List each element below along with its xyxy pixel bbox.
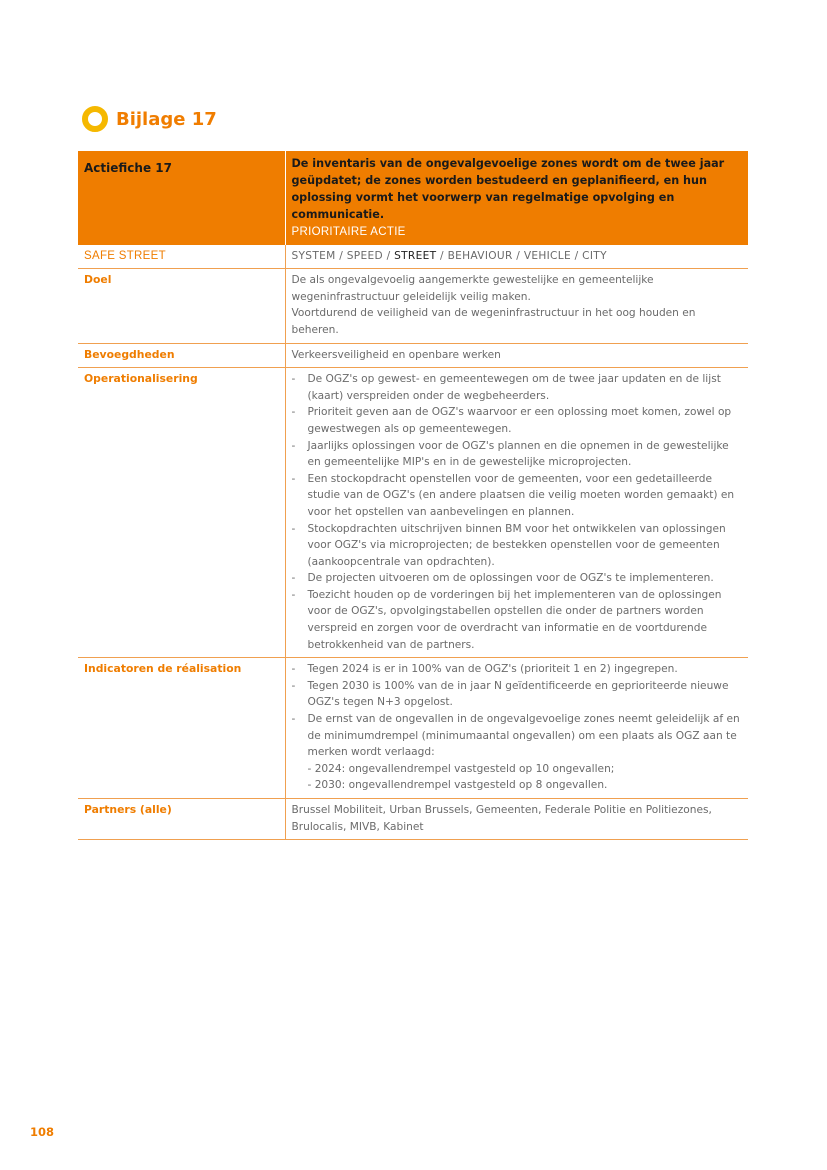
list-item bbox=[292, 711, 743, 794]
operationalisering-value bbox=[285, 368, 748, 658]
list-item: - Een stockopdracht openstellen voor de gemeenten, voor een gedetailleerde studie van de OGZ's (en andere plaatsen die veilig moeten worden gemaakt) en voor het opstellen van aanbevelingen en plannen. bbox=[292, 471, 743, 521]
category-separator: / bbox=[570, 249, 583, 262]
safe-street-label: SAFE STREET bbox=[78, 245, 285, 269]
doel-value bbox=[285, 269, 748, 343]
list-item: - Tegen 2030 is 100% van de in jaar N geïdentificeerde en geprioriteerde nieuwe OGZ's tegen N+3 opgelost. bbox=[292, 678, 743, 711]
list-item: - De OGZ's op gewest- en gemeentewegen om de twee jaar updaten en de lijst (kaart) verspreiden onder de wegbeheerders. bbox=[292, 371, 743, 404]
list-item: - Toezicht houden op de vorderingen bij het implementeren van de oplossingen voor de OGZ's, opvolgingstabellen opstellen die onder de partners worden verspreid en zorgen voor de overdracht van informatie en de voortdurende betrokkenheid van de partners. bbox=[292, 587, 743, 653]
category-system: SYSTEM bbox=[291, 249, 336, 262]
card-description: De inventaris van de ongevalgevoelige zones wordt om de twee jaar geüpdatet; de zones worden bestudeerd en geplanifieerd, en hun oplossing vormt het voorwerp van regelmatige opvolging en communicatie. bbox=[291, 157, 725, 221]
indicatoren-value bbox=[285, 658, 748, 799]
category-behaviour: BEHAVIOUR bbox=[447, 249, 513, 262]
card-title: Actiefiche 17 bbox=[84, 161, 172, 175]
header-label-cell bbox=[78, 151, 285, 245]
list-item: - De projecten uitvoeren om de oplossingen voor de OGZ's te implementeren. bbox=[292, 570, 743, 587]
action-sheet-table bbox=[78, 151, 748, 840]
category-separator: / bbox=[436, 249, 448, 262]
annex-title: Bijlage 17 bbox=[116, 108, 217, 130]
bevoegdheden-value: Verkeersveiligheid en openbare werken bbox=[285, 343, 748, 368]
partners-row bbox=[78, 799, 748, 840]
category-city: CITY bbox=[582, 249, 607, 262]
list-item: - Prioriteit geven aan de OGZ's waarvoor er een oplossing moet komen, zowel op gewestwegen als op gemeentewegen. bbox=[292, 404, 743, 437]
category-separator: / bbox=[512, 249, 524, 262]
list-item: - Tegen 2024 is er in 100% van de OGZ's (prioriteit 1 en 2) ingegrepen. bbox=[292, 661, 743, 678]
operationalisering-label: Operationalisering bbox=[78, 368, 285, 658]
operationalisering-list bbox=[292, 371, 743, 653]
list-item: - Stockopdrachten uitschrijven binnen BM voor het ontwikkelen van oplossingen voor OGZ's via microprojecten; de bestekken openstellen voor de gemeenten (aankoopcentrale van opdrachten). bbox=[292, 521, 743, 571]
doel-line: De als ongevalgevoelig aangemerkte gewestelijke en gemeentelijke wegeninfrastructuur geleidelijk veilig maken. bbox=[291, 274, 654, 303]
category-vehicle: VEHICLE bbox=[523, 249, 571, 262]
safe-street-row bbox=[78, 245, 748, 269]
category-line bbox=[285, 245, 748, 269]
category-street-active: STREET bbox=[394, 249, 437, 262]
category-separator: / bbox=[382, 249, 395, 262]
sub-item: - 2024: ongevallendrempel vastgesteld op 10 ongevallen; bbox=[307, 762, 615, 775]
list-item: - Jaarlijks oplossingen voor de OGZ's plannen en die opnemen in de gewestelijke en gemeentelijke MIP's en in de gewestelijke microprojecten. bbox=[292, 438, 743, 471]
partners-label: Partners (alle) bbox=[78, 799, 285, 840]
annex-heading bbox=[82, 104, 217, 134]
priority-label: PRIORITAIRE ACTIE bbox=[291, 226, 406, 238]
indicatoren-list bbox=[292, 661, 743, 794]
circle-bullet-icon bbox=[82, 106, 108, 132]
indicatoren-row bbox=[78, 658, 748, 799]
header-row bbox=[78, 151, 748, 245]
sub-item: - 2030: ongevallendrempel vastgesteld op 8 ongevallen. bbox=[307, 779, 608, 792]
list-item-text: De ernst van de ongevallen in de ongevalgevoelige zones neemt geleidelijk af en de minimumdrempel (minimumaantal ongevallen) om een plaats als OGZ aan te merken wordt verlaagd: bbox=[307, 713, 740, 759]
category-separator: / bbox=[335, 249, 347, 262]
doel-label: Doel bbox=[78, 269, 285, 343]
category-speed: SPEED bbox=[346, 249, 383, 262]
indicatoren-label: Indicatoren de réalisation bbox=[78, 658, 285, 799]
bevoegdheden-label: Bevoegdheden bbox=[78, 343, 285, 368]
doel-line: Voortdurend de veiligheid van de wegeninfrastructuur in het oog houden en beheren. bbox=[291, 307, 696, 336]
bevoegdheden-row bbox=[78, 343, 748, 368]
partners-value: Brussel Mobiliteit, Urban Brussels, Gemeenten, Federale Politie en Politiezones, Brulocalis, MIVB, Kabinet bbox=[285, 799, 748, 840]
doel-row bbox=[78, 269, 748, 343]
page-number: 108 bbox=[30, 1125, 55, 1139]
operationalisering-row bbox=[78, 368, 748, 658]
header-value-cell bbox=[285, 151, 748, 245]
